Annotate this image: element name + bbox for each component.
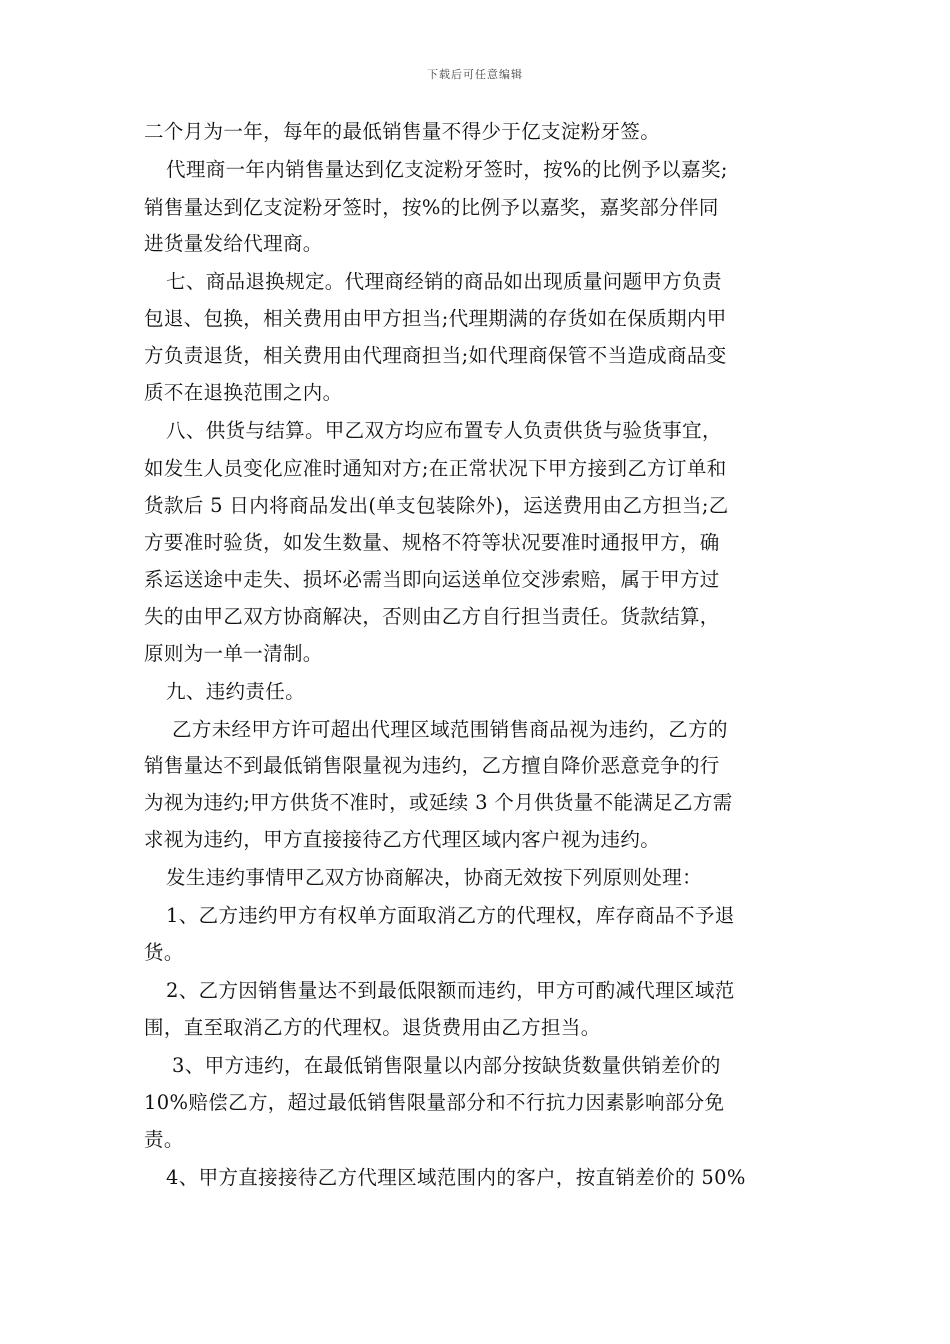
text-line: 失的由甲乙双方协商解决，否则由乙方自行担当责任。货款结算， — [144, 605, 720, 628]
text-line: 九、违约责任。 — [166, 680, 305, 703]
text-line: 二个月为一年，每年的最低销售量不得少于亿支淀粉牙签。 — [144, 120, 661, 143]
text-line: 销售量达到亿支淀粉牙签时，按%的比例予以嘉奖，嘉奖部分伴同 — [144, 196, 719, 219]
text-line: 八、供货与结算。甲乙双方均应布置专人负责供货与验货事宜， — [166, 419, 722, 442]
text-line: 3、甲方违约，在最低销售限量以内部分按缺货数量供销差价的 — [172, 1054, 721, 1077]
text-line: 方负责退货，相关费用由代理商担当;如代理商保管不当造成商品变 — [144, 344, 727, 367]
text-line: 系运送途中走失、损坏必需当即向运送单位交涉索赔，属于甲方过 — [144, 568, 720, 591]
text-line: 10%赔偿乙方，超过最低销售限量部分和不行抗力因素影响部分免 — [144, 1091, 725, 1114]
text-line: 责。 — [144, 1128, 184, 1151]
text-line: 为视为违约;甲方供货不准时，或延续 3 个月供货量不能满足乙方需 — [144, 791, 733, 814]
text-line: 求视为违约，甲方直接接待乙方代理区域内客户视为违约。 — [144, 828, 661, 851]
text-line: 质不在退换范围之内。 — [144, 381, 343, 404]
text-line: 包退、包换，相关费用由甲方担当;代理期满的存货如在保质期内甲 — [144, 307, 727, 330]
text-line: 围，直至取消乙方的代理权。退货费用由乙方担当。 — [144, 1016, 601, 1039]
text-line: 发生违约事情甲乙双方协商解决，协商无效按下列原则处理： — [166, 866, 702, 889]
page-header: 下载后可任意编辑 — [427, 68, 523, 81]
text-line: 货款后 5 日内将商品发出(单支包装除外)，运送费用由乙方担当;乙 — [144, 494, 729, 517]
text-line: 方要准时验货，如发生数量、规格不符等状况要准时通报甲方，确 — [144, 531, 720, 554]
text-line: 进货量发给代理商。 — [144, 232, 323, 255]
text-line: 2、乙方因销售量达不到最低限额而违约，甲方可酌减代理区域范 — [166, 979, 735, 1002]
text-line: 1、乙方违约甲方有权单方面取消乙方的代理权，库存商品不予退 — [166, 904, 735, 927]
text-line: 货。 — [144, 941, 184, 964]
text-line: 如发生人员变化应准时通知对方;在正常状况下甲方接到乙方订单和 — [144, 457, 727, 480]
text-line: 4、甲方直接接待乙方代理区域范围内的客户，按直销差价的 50% — [166, 1166, 746, 1189]
text-line: 销售量达不到最低销售限量视为违约，乙方擅自降价恶意竞争的行 — [144, 754, 720, 777]
text-line: 代理商一年内销售量达到亿支淀粉牙签时，按%的比例予以嘉奖; — [166, 158, 728, 181]
text-line: 乙方未经甲方许可超出代理区域范围销售商品视为违约，乙方的 — [172, 718, 728, 741]
text-line: 原则为一单一清制。 — [144, 642, 323, 665]
text-line: 七、商品退换规定。代理商经销的商品如出现质量问题甲方负责 — [166, 270, 722, 293]
